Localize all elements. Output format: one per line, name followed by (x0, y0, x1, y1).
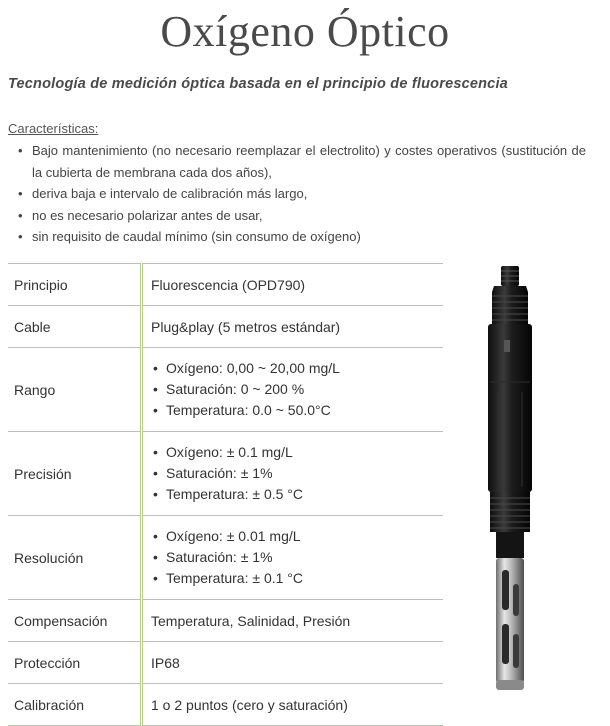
feature-item: • deriva baja e intervalo de calibración más largo, (14, 183, 586, 205)
spec-row-proteccion (8, 642, 443, 684)
spec-row-calibracion (8, 684, 443, 726)
spec-value (142, 516, 444, 600)
page-title: Oxígeno Óptico (160, 7, 450, 56)
spec-bullet: • Oxígeno: ± 0.01 mg/L (151, 526, 437, 547)
spec-value: Plug&play (5 metros estándar) (142, 306, 444, 348)
spec-label: Principio (8, 264, 142, 306)
sensor-probe-image (460, 262, 560, 702)
spec-table (8, 263, 443, 726)
spec-bullet: • Temperatura: ± 0.1 °C (151, 568, 437, 589)
spec-row-rango (8, 348, 443, 432)
spec-label: Calibración (8, 684, 142, 726)
page-subtitle: Tecnología de medición óptica basada en el principio de fluorescencia (8, 76, 508, 92)
spec-value: 1 o 2 puntos (cero y saturación) (142, 684, 444, 726)
spec-row-cable (8, 306, 443, 348)
feature-item: • no es necesario polarizar antes de usar, (14, 205, 586, 227)
spec-bullet: • Oxígeno: ± 0.1 mg/L (151, 442, 437, 463)
spec-label: Rango (8, 348, 142, 432)
spec-bullet: • Temperatura: 0.0 ~ 50.0°C (151, 400, 437, 421)
spec-row-resolucion (8, 516, 443, 600)
features-list (14, 140, 586, 248)
spec-value (142, 432, 444, 516)
spec-value: Temperatura, Salinidad, Presión (142, 600, 444, 642)
spec-bullet: • Saturación: ± 1% (151, 547, 437, 568)
spec-row-principio (8, 264, 443, 306)
spec-bullet: • Temperatura: ± 0.5 °C (151, 484, 437, 505)
spec-value: Fluorescencia (OPD790) (142, 264, 444, 306)
spec-label: Resolución (8, 516, 142, 600)
spec-row-precision (8, 432, 443, 516)
spec-label: Cable (8, 306, 142, 348)
spec-label: Compensación (8, 600, 142, 642)
feature-item: • sin requisito de caudal mínimo (sin consumo de oxígeno) (14, 226, 586, 248)
spec-label: Protección (8, 642, 142, 684)
feature-item: • Bajo mantenimiento (no necesario reemplazar el electrolito) y costes operativos (sustitución de la cubierta de membrana cada dos años), (14, 140, 586, 183)
spec-label: Precisión (8, 432, 142, 516)
spec-bullet: • Oxígeno: 0,00 ~ 20,00 mg/L (151, 358, 437, 379)
spec-value (142, 348, 444, 432)
spec-value: IP68 (142, 642, 444, 684)
spec-row-compensacion (8, 600, 443, 642)
features-heading: Características: (8, 121, 99, 136)
spec-bullet: • Saturación: ± 1% (151, 463, 437, 484)
spec-bullet: • Saturación: 0 ~ 200 % (151, 379, 437, 400)
